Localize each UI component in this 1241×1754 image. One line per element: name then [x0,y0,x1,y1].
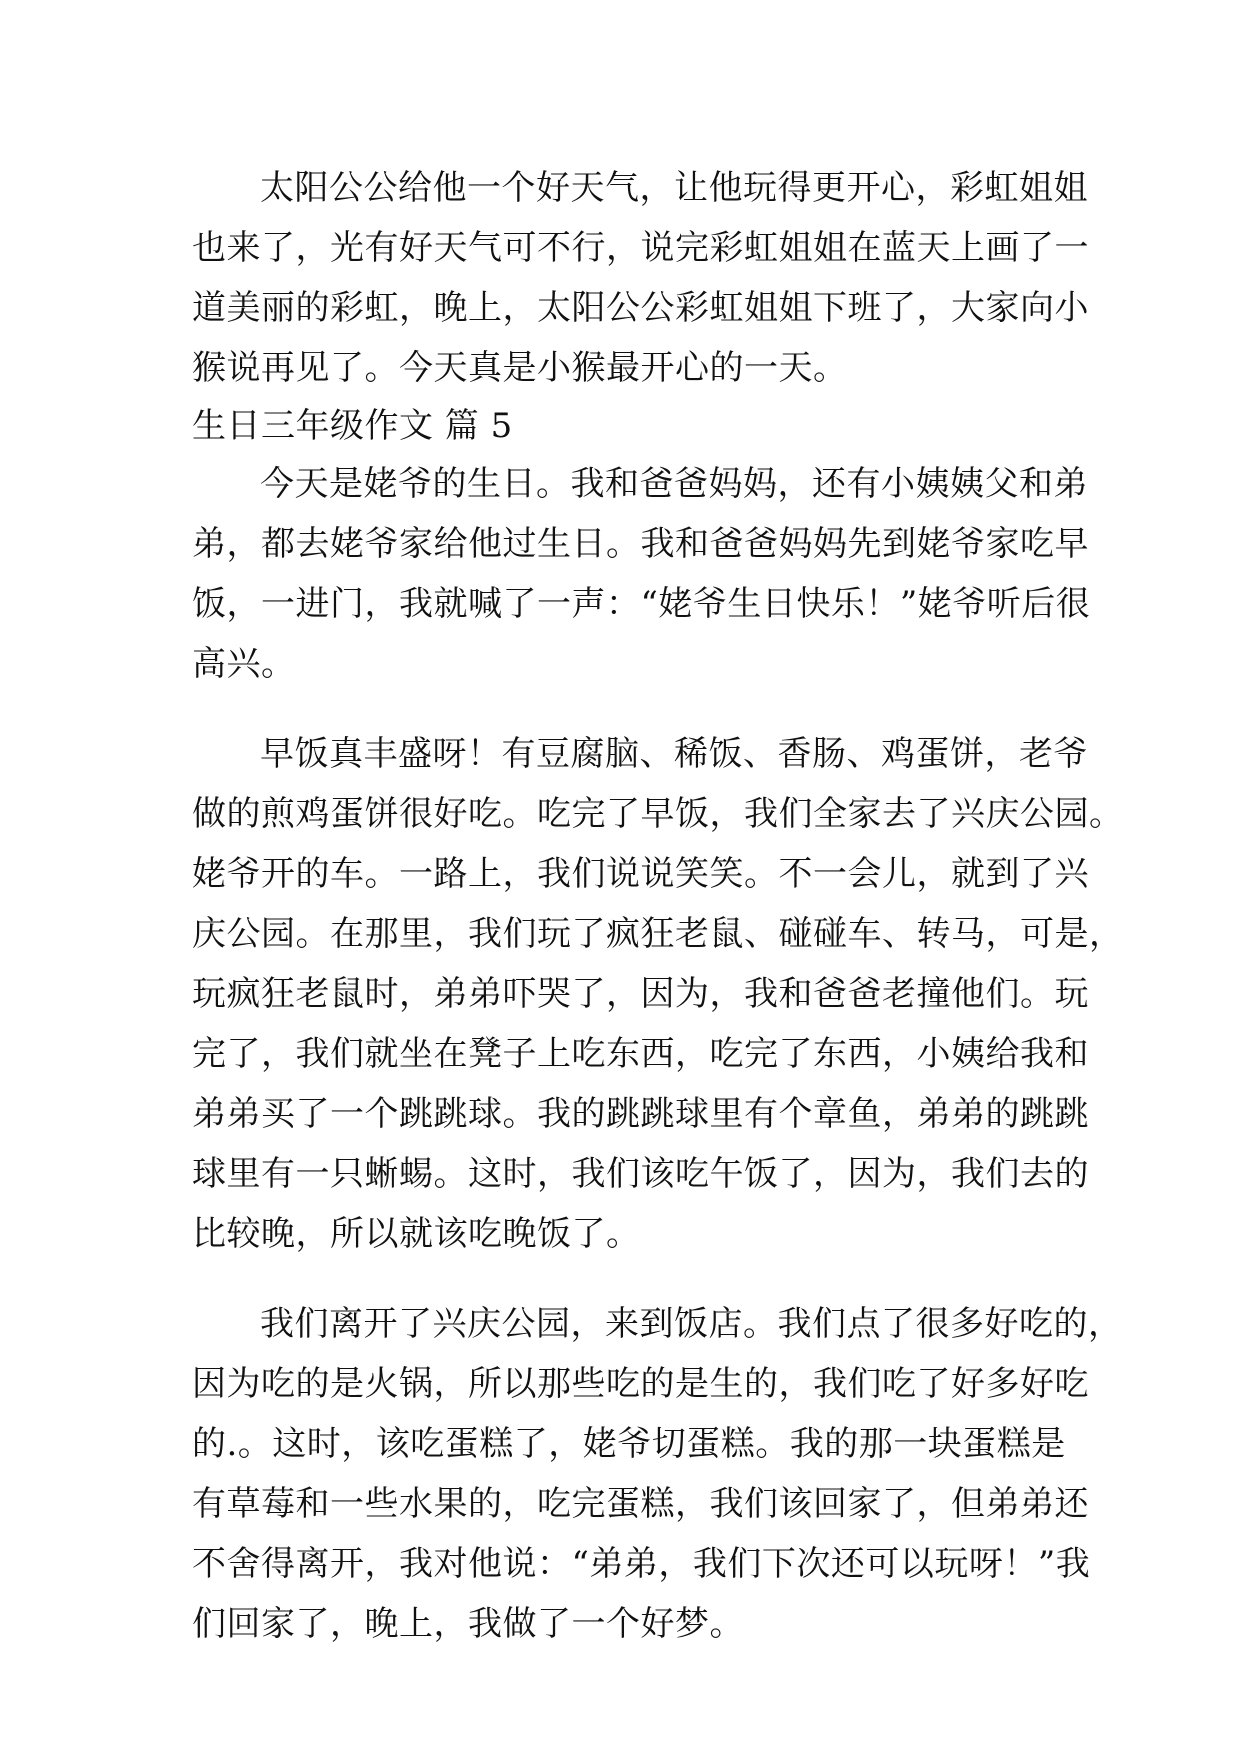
text-line: 因为吃的是火锅，所以那些吃的是生的，我们吃了好多好吃 [192,1364,1089,1404]
text-line: 今天是姥爷的生日。我和爸爸妈妈，还有小姨姨父和弟 [260,464,1088,504]
text-line: 玩疯狂老鼠时，弟弟吓哭了，因为，我和爸爸老撞他们。玩 [192,974,1089,1014]
text-line: 姥爷开的车。一路上，我们说说笑笑。不一会儿，就到了兴 [192,854,1089,894]
text-line: 饭，一进门，我就喊了一声：“姥爷生日快乐！”姥爷听后很 [192,584,1091,624]
text-line: 也来了，光有好天气可不行，说完彩虹姐姐在蓝天上画了一 [192,228,1089,268]
paragraph-3 [192,724,1124,1264]
text-line: 道美丽的彩虹，晚上，太阳公公彩虹姐姐下班了，大家向小 [192,288,1089,328]
text-line: 早饭真丰盛呀！有豆腐脑、稀饭、香肠、鸡蛋饼，老爷 [260,734,1088,774]
document-body [192,158,1124,1654]
text-line: 弟弟买了一个跳跳球。我的跳跳球里有个章鱼，弟弟的跳跳 [192,1094,1089,1134]
text-line: 庆公园。在那里，我们玩了疯狂老鼠、碰碰车、转马，可是， [192,914,1124,954]
paragraph-spacer [192,1264,1062,1294]
text-line: 不舍得离开，我对他说：“弟弟，我们下次还可以玩呀！”我 [192,1544,1091,1584]
text-line: 们回家了，晚上，我做了一个好梦。 [192,1604,744,1644]
paragraph-2 [192,454,1091,694]
paragraph-spacer [192,694,1062,724]
text-line: 我们离开了兴庆公园，来到饭店。我们点了很多好吃的， [260,1304,1123,1344]
text-line: 球里有一只蜥蜴。这时，我们该吃午饭了，因为，我们去的 [192,1154,1089,1194]
text-line: 比较晚，所以就该吃晚饭了。 [192,1214,641,1254]
text-line: 做的煎鸡蛋饼很好吃。吃完了早饭，我们全家去了兴庆公园。 [192,794,1124,834]
text-line: 猴说再见了。今天真是小猴最开心的一天。 [192,348,848,388]
text-line: 的.。这时，该吃蛋糕了，姥爷切蛋糕。我的那一块蛋糕是 [192,1424,1066,1464]
text-line: 完了，我们就坐在凳子上吃东西，吃完了东西，小姨给我和 [192,1034,1089,1074]
paragraph-4 [192,1294,1123,1654]
text-line: 太阳公公给他一个好天气，让他玩得更开心，彩虹姐姐 [260,168,1088,208]
paragraph-1 [192,158,1089,398]
text-line: 弟，都去姥爷家给他过生日。我和爸爸妈妈先到姥爷家吃早 [192,524,1089,564]
text-line: 高兴。 [192,644,296,684]
text-line: 有草莓和一些水果的，吃完蛋糕，我们该回家了，但弟弟还 [192,1484,1089,1524]
section-heading: 生日三年级作文 篇 5 [192,406,513,446]
